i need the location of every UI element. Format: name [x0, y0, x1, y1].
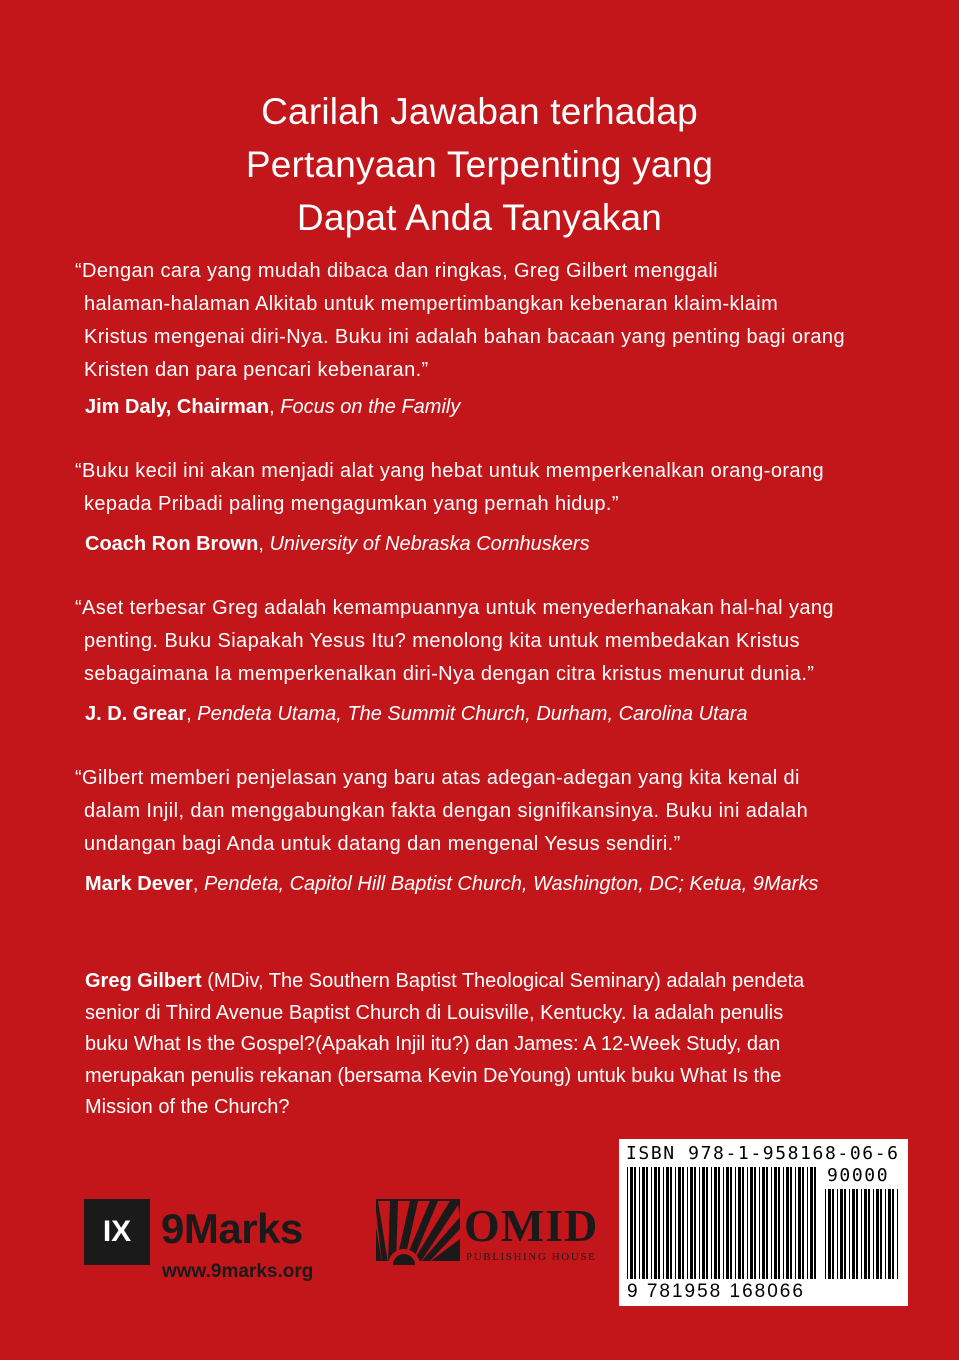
barcode-bar: [754, 1167, 756, 1279]
barcode-bar: [747, 1167, 748, 1279]
barcode-bar: [825, 1189, 826, 1279]
barcode-bar: [837, 1189, 838, 1279]
author-name: Greg Gilbert: [85, 970, 202, 992]
barcode-bar: [771, 1167, 772, 1279]
barcode-bar: [670, 1167, 672, 1279]
barcode-bar: [738, 1167, 741, 1279]
isbn-text: ISBN 978-1-958168-06-6: [626, 1143, 900, 1164]
testimonial-attribution-3: J. D. Grear, Pendeta Utama, The Summit Church, Durham, Carolina Utara: [85, 703, 748, 725]
omid-logo: [376, 1199, 606, 1269]
barcode-bar: [639, 1167, 640, 1279]
barcode-bar: [706, 1167, 708, 1279]
bio-line: buku What Is the Gospel?(Apakah Injil itu?) dan James: A 12-Week Study, dan: [85, 1033, 781, 1055]
barcode-bar: [718, 1167, 720, 1279]
barcode-bar: [699, 1167, 700, 1279]
isbn-barcode: [619, 1139, 908, 1306]
barcode-bar: [663, 1167, 664, 1279]
barcode-bar: [807, 1167, 808, 1279]
quote-line: penting. Buku Siapakah Yesus Itu? menolong kita untuk membedakan Kristus: [84, 630, 800, 652]
barcode-bar: [832, 1189, 834, 1279]
barcode-bar: [856, 1189, 858, 1279]
barcode-bar: [678, 1167, 681, 1279]
barcode-bar: [876, 1189, 879, 1279]
barcode-bar: [759, 1167, 760, 1279]
quote-line: undangan bagi Anda untuk datang dan mengenal Yesus sendiri.”: [84, 833, 681, 855]
quote-line: “Gilbert memberi penjelasan yang baru atas adegan-adegan yang kita kenal di: [75, 767, 800, 789]
barcode-bar: [828, 1189, 831, 1279]
barcode-bar: [880, 1189, 882, 1279]
attribution-name: J. D. Grear: [85, 703, 187, 725]
author-bio: [85, 966, 885, 1124]
barcode-bar: [864, 1189, 867, 1279]
barcode-bar: [778, 1167, 780, 1279]
attribution-name: Coach Ron Brown: [85, 533, 259, 555]
barcode-bar: [735, 1167, 736, 1279]
attribution-role: University of Nebraska Cornhuskers: [269, 533, 590, 555]
barcode-bar: [849, 1189, 850, 1279]
barcode-bar: [774, 1167, 777, 1279]
testimonial-attribution-4: Mark Dever, Pendeta, Capitol Hill Baptist Church, Washington, DC; Ketua, 9Marks: [85, 873, 819, 895]
barcode-bar: [651, 1167, 652, 1279]
quote-line: kepada Pribadi paling mengagumkan yang pernah hidup.”: [84, 493, 619, 515]
quote-line: “Buku kecil ini akan menjadi alat yang hebat untuk memperkenalkan orang-orang: [75, 460, 825, 482]
barcode-bar: [840, 1189, 843, 1279]
barcode-bar: [666, 1167, 669, 1279]
testimonial-quote-1: [75, 255, 905, 387]
barcode-bar: [762, 1167, 765, 1279]
barcode-bar: [810, 1167, 813, 1279]
barcode-bar: [892, 1189, 894, 1279]
ninemarks-logo: [84, 1199, 374, 1289]
ninemarks-wordmark: 9Marks: [161, 1205, 303, 1252]
quote-line: “Aset terbesar Greg adalah kemampuannya untuk menyederhanakan hal-hal yang: [75, 597, 834, 619]
headline-line-3: Dapat Anda Tanyakan: [296, 197, 663, 238]
barcode-addon-text: 90000: [827, 1165, 890, 1186]
barcode-bar: [730, 1167, 732, 1279]
bio-line: [85, 966, 885, 998]
barcode-bar: [627, 1167, 628, 1279]
barcode-bar: [766, 1167, 768, 1279]
headline: [0, 85, 959, 244]
barcode-bar: [742, 1167, 744, 1279]
barcode-bar: [888, 1189, 891, 1279]
quote-line: Kristus mengenai diri-Nya. Buku ini adalah bahan bacaan yang penting bagi orang: [84, 326, 845, 348]
bio-first-line-text: (MDiv, The Southern Baptist Theological Seminary) adalah pendeta: [201, 970, 805, 992]
barcode-bar: [642, 1167, 645, 1279]
barcode-bar: [690, 1167, 693, 1279]
attribution-role: Focus on the Family: [280, 396, 461, 418]
barcode-bar: [783, 1167, 784, 1279]
testimonial-attribution-2: Coach Ron Brown, University of Nebraska Cornhuskers: [85, 533, 590, 555]
barcode-bar: [844, 1189, 846, 1279]
testimonial-quote-2: [75, 455, 905, 521]
attribution-role: Pendeta Utama, The Summit Church, Durham, Carolina Utara: [197, 703, 748, 725]
testimonial-quote-4: [75, 762, 905, 861]
quote-line: dalam Injil, dan menggabungkan fakta dengan signifikansinya. Buku ini adalah: [84, 800, 809, 822]
barcode-bar: [723, 1167, 724, 1279]
barcode-bar: [790, 1167, 792, 1279]
barcode-bar: [868, 1189, 870, 1279]
barcode-bar: [726, 1167, 729, 1279]
omid-subtitle: PUBLISHING HOUSE: [466, 1251, 597, 1263]
testimonial-attribution-1: Jim Daly, Chairman, Focus on the Family: [85, 396, 461, 418]
barcode-bar: [711, 1167, 712, 1279]
barcode-bar: [658, 1167, 660, 1279]
barcode-bar: [702, 1167, 705, 1279]
quote-line: sebagaimana Ia memperkenalkan diri-Nya dengan citra kristus menurut dunia.”: [84, 663, 815, 685]
quote-line: halaman-halaman Alkitab untuk mempertimbangkan kebenaran klaim-klaim: [84, 293, 779, 315]
barcode-bar: [654, 1167, 657, 1279]
barcode-bar: [885, 1189, 886, 1279]
headline-line-2: Pertanyaan Terpenting yang: [245, 144, 714, 185]
barcode-bar: [634, 1167, 636, 1279]
barcode-bar: [861, 1189, 862, 1279]
barcode-bar: [646, 1167, 648, 1279]
barcode-bar: [897, 1189, 898, 1279]
bio-line: merupakan penulis rekanan (bersama Kevin DeYoung) untuk buku What Is the: [85, 1064, 782, 1087]
barcode-bar: [873, 1189, 874, 1279]
barcode-bar: [675, 1167, 676, 1279]
quote-line: Kristen dan para pencari kebenaran.”: [84, 359, 429, 381]
ninemarks-box-icon: IX: [84, 1199, 150, 1265]
barcode-bar: [630, 1167, 633, 1279]
bio-line: senior di Third Avenue Baptist Church di Louisville, Kentucky. Ia adalah penulis: [85, 1001, 784, 1024]
headline-line-1: Carilah Jawaban terhadap: [261, 91, 698, 132]
attribution-name: Jim Daly, Chairman: [85, 396, 270, 418]
attribution-role: Pendeta, Capitol Hill Baptist Church, Washington, DC; Ketua, 9Marks: [203, 873, 819, 895]
quote-line: “Dengan cara yang mudah dibaca dan ringkas, Greg Gilbert menggali: [75, 260, 719, 282]
ninemarks-url: www.9marks.org: [162, 1261, 314, 1282]
testimonial-quote-3: [75, 592, 905, 691]
barcode-bar: [802, 1167, 804, 1279]
barcode-bar: [714, 1167, 717, 1279]
barcode-bar: [798, 1167, 801, 1279]
barcode-bar: [682, 1167, 684, 1279]
attribution-name: Mark Dever: [85, 873, 193, 895]
barcode-bar: [795, 1167, 796, 1279]
barcode-bar: [750, 1167, 753, 1279]
barcode-bar: [786, 1167, 789, 1279]
barcode-digits: 9 781958 168066: [627, 1281, 805, 1302]
omid-wordmark: OMID: [464, 1200, 599, 1251]
barcode-bar: [852, 1189, 855, 1279]
barcode-bar: [694, 1167, 696, 1279]
omid-sunburst-icon: [376, 1199, 460, 1265]
barcode-bar: [814, 1167, 816, 1279]
bio-line: Mission of the Church?: [85, 1096, 290, 1118]
barcode-bar: [687, 1167, 688, 1279]
